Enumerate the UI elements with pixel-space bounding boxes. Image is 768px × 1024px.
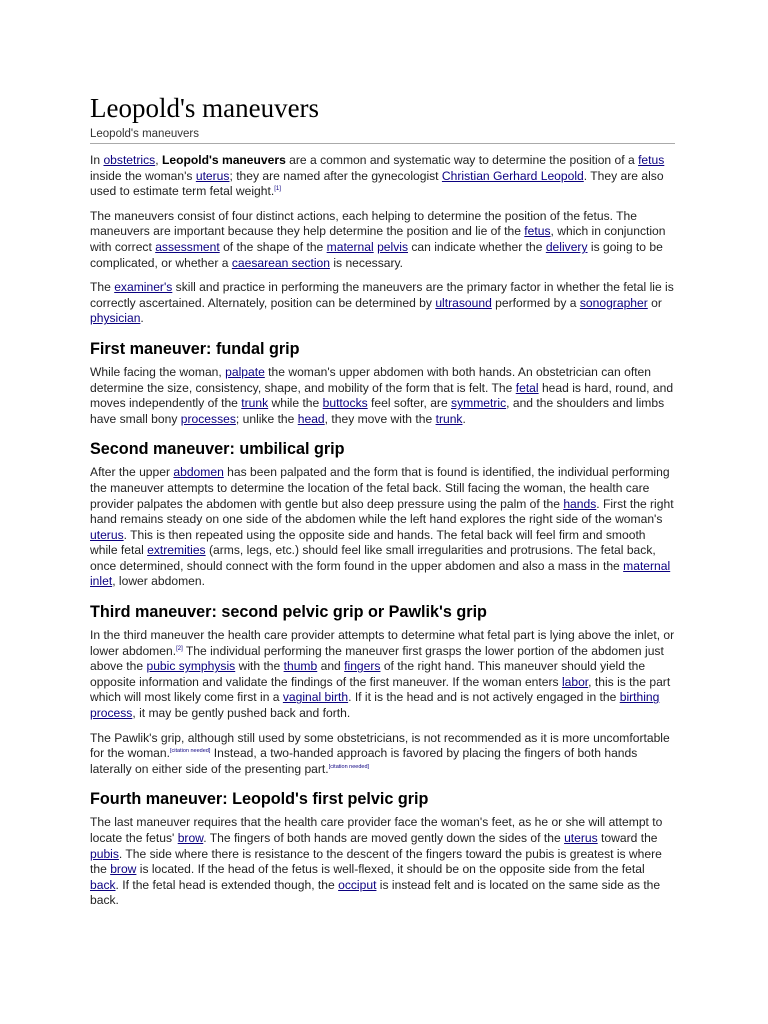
text-run: can indicate whether the (408, 239, 546, 254)
article-sections (90, 339, 675, 909)
reference-link[interactable]: [2] (176, 645, 183, 652)
inline-link[interactable]: back (90, 877, 116, 892)
text-run: , lower abdomen. (112, 574, 205, 589)
inline-link[interactable]: caesarean section (231, 255, 330, 270)
text-run: . (462, 411, 466, 426)
text-run: of the shape of the (219, 239, 327, 254)
inline-link[interactable]: palpate (225, 364, 265, 379)
text-run: , this is the part which will most likely come first in a (90, 674, 671, 705)
text-run: is located. If the head of the fetus is well-flexed, it should be on the opposite side from the fetal (136, 862, 645, 877)
paragraph (90, 628, 675, 722)
text-run: is going to be complicated, or whether a (90, 239, 663, 270)
text-run: After the upper (90, 465, 174, 480)
section-heading: First maneuver: fundal grip (90, 339, 300, 358)
text-run: While facing the woman, (90, 364, 226, 379)
text-run: . The fingers of both hands are moved gently down the sides of the (203, 831, 565, 845)
intro-section (90, 153, 675, 327)
paragraph (90, 365, 675, 427)
text-run: , it may be gently pushed back and forth. (132, 706, 351, 721)
text-run: performed by a (491, 295, 580, 310)
paragraph (90, 209, 675, 271)
inline-link[interactable]: hands (563, 496, 597, 511)
inline-link[interactable]: buttocks (322, 396, 368, 411)
inline-link[interactable]: delivery (545, 239, 588, 254)
inline-link[interactable]: trunk (241, 396, 269, 411)
inline-link[interactable]: processes (180, 411, 236, 426)
section-heading: Fourth maneuver: Leopold's first pelvic grip (90, 790, 429, 809)
inline-link[interactable]: fetus (524, 224, 551, 239)
text-run: inside the woman's (90, 168, 196, 183)
text-run: of the right hand. This maneuver should yield the opposite information and validate the findings of the first maneuver. If the woman enters (90, 659, 646, 689)
paragraph (90, 153, 675, 200)
page-subtitle: Leopold's maneuvers (90, 127, 675, 144)
text-run: . If the fetal head is extended though, the (115, 877, 339, 892)
paragraph (90, 815, 675, 909)
text-run: . (140, 311, 144, 326)
inline-link[interactable]: ultrasound (435, 295, 492, 310)
text-run: , they move with the (324, 411, 436, 426)
inline-link[interactable]: uterus (90, 527, 124, 542)
text-run: the woman's upper abdomen with both hands. An obstetrician can often determine the size, consistency, shape, and mobility of the form that is felt. The (90, 364, 652, 395)
inline-link[interactable]: assessment (155, 239, 220, 254)
text-run: , which in conjunction with correct (90, 224, 666, 254)
citation-needed-link[interactable]: [citation needed] (170, 748, 211, 755)
inline-link[interactable]: abdomen (173, 465, 224, 480)
text-run: The Pawlik's grip, although still used by some obstetricians, is not recommended as it is more uncomfortable for the woman. (90, 730, 670, 761)
inline-link[interactable]: pubic symphysis (146, 659, 236, 674)
text-run: or (647, 295, 662, 310)
paragraph (90, 280, 675, 327)
inline-link[interactable]: trunk (435, 411, 463, 426)
section (90, 789, 675, 909)
inline-link[interactable]: brow (110, 862, 137, 877)
section (90, 339, 675, 427)
page-title: Leopold's maneuvers (90, 93, 320, 123)
text-run: . The side where there is resistance to the descent of the fingers toward the pubis is greatest is where the (90, 846, 662, 877)
inline-link[interactable]: labor (561, 674, 589, 689)
text-run: ; they are named after the gynecologist (229, 168, 442, 183)
inline-link[interactable]: Christian Gerhard Leopold (441, 168, 584, 183)
inline-link[interactable]: fetal (515, 380, 539, 395)
inline-link[interactable]: fetus (638, 153, 665, 167)
inline-link[interactable]: sonographer (579, 295, 648, 310)
inline-link[interactable]: uterus (195, 168, 230, 183)
inline-link[interactable]: pubis (90, 846, 119, 861)
text-run: skill and practice in performing the maneuvers are the primary factor in whether the fetal lie is correctly ascertained. Alternately, position can be determined by (90, 280, 674, 310)
inline-link[interactable]: occiput (338, 877, 377, 892)
inline-link[interactable]: obstetrics (103, 153, 156, 167)
inline-link[interactable]: extremities (147, 543, 206, 558)
text-run: feel softer, are (367, 396, 452, 411)
inline-link[interactable]: maternal (326, 239, 374, 254)
inline-link[interactable]: uterus (564, 831, 598, 845)
text-run: The (90, 280, 115, 295)
paragraph (90, 731, 675, 778)
text-run: . First the right hand remains steady on one side of the abdomen while the left hand explores the right side of the woman's (90, 496, 674, 527)
text-run: . This is then repeated using the opposite side and hands. The fetal back will feel firm and smooth while fetal (90, 527, 646, 558)
text-run: are a common and systematic way to determine the position of a (285, 153, 639, 167)
inline-link[interactable]: examiner's (114, 280, 173, 295)
citation-needed-link[interactable]: [citation needed] (328, 763, 370, 770)
inline-link[interactable]: brow (177, 831, 204, 845)
text-run: , and the shoulders and limbs have small bony (90, 396, 665, 426)
text-run: The individual performing the maneuver first grasps the lower portion of the abdomen just above the (90, 643, 664, 674)
inline-link[interactable]: thumb (283, 659, 318, 674)
inline-link[interactable]: pelvis (377, 239, 408, 254)
inline-link[interactable]: fingers (344, 659, 381, 674)
paragraph (90, 465, 675, 590)
text-run: , (155, 153, 162, 167)
text-run: head is hard, round, and moves independently of the (90, 380, 674, 411)
text-run: has been palpated and the form that is found is identified, the individual performing the maneuver attempts to determine the location of the fetal back. Still facing the woman, the health care provider palpates the abdomen with gentle but also deep pressure using the palm of the (90, 465, 670, 511)
inline-link[interactable]: vaginal birth (282, 690, 349, 705)
text-run: . They are also used to estimate term fetal weight. (90, 168, 664, 199)
text-run: while the (268, 396, 323, 411)
inline-link[interactable]: maternal inlet (90, 558, 671, 589)
text-run: The last maneuver requires that the health care provider face the woman's feet, as he or she will attempt to locate the fetus' (90, 815, 663, 845)
text-run: with the (235, 659, 284, 674)
text-run: In the third maneuver the health care provider attempts to determine what fetal part is lying above the inlet, or lower abdomen. (90, 628, 675, 658)
section-heading: Second maneuver: umbilical grip (90, 440, 345, 459)
inline-link[interactable]: birthing process (90, 690, 660, 721)
text-run: toward the (597, 831, 658, 845)
section (90, 439, 675, 590)
reference-link[interactable]: [1] (274, 186, 281, 193)
inline-link[interactable]: symmetric (451, 396, 507, 411)
text-run: and (317, 659, 345, 674)
bold-term: Leopold's maneuvers (161, 153, 286, 167)
text-run: In (90, 153, 104, 167)
text-run: . If it is the head and is not actively engaged in the (348, 690, 620, 705)
article-content (90, 92, 675, 918)
text-run: The maneuvers consist of four distinct actions, each helping to determine the position of the fetus. The maneuvers are important because they help determine the position and lie of the (90, 208, 637, 239)
section (90, 602, 675, 777)
inline-link[interactable]: physician (90, 311, 141, 326)
text-run: ; unlike the (235, 411, 298, 426)
text-run: is necessary. (330, 255, 404, 270)
text-run: is instead felt and is located on the same side as the back. (90, 877, 661, 908)
text-run: (arms, legs, etc.) should feel like small irregularities and protrusions. The fetal back, once determined, should connect with the form found in the upper abdomen and also a mass in the (90, 543, 656, 573)
text-run: Instead, a two-handed approach is favored by placing the fingers of both hands laterally on either side of the presenting part. (90, 746, 638, 776)
inline-link[interactable]: head (297, 411, 325, 426)
section-heading: Third maneuver: second pelvic grip or Pawlik's grip (90, 603, 487, 622)
